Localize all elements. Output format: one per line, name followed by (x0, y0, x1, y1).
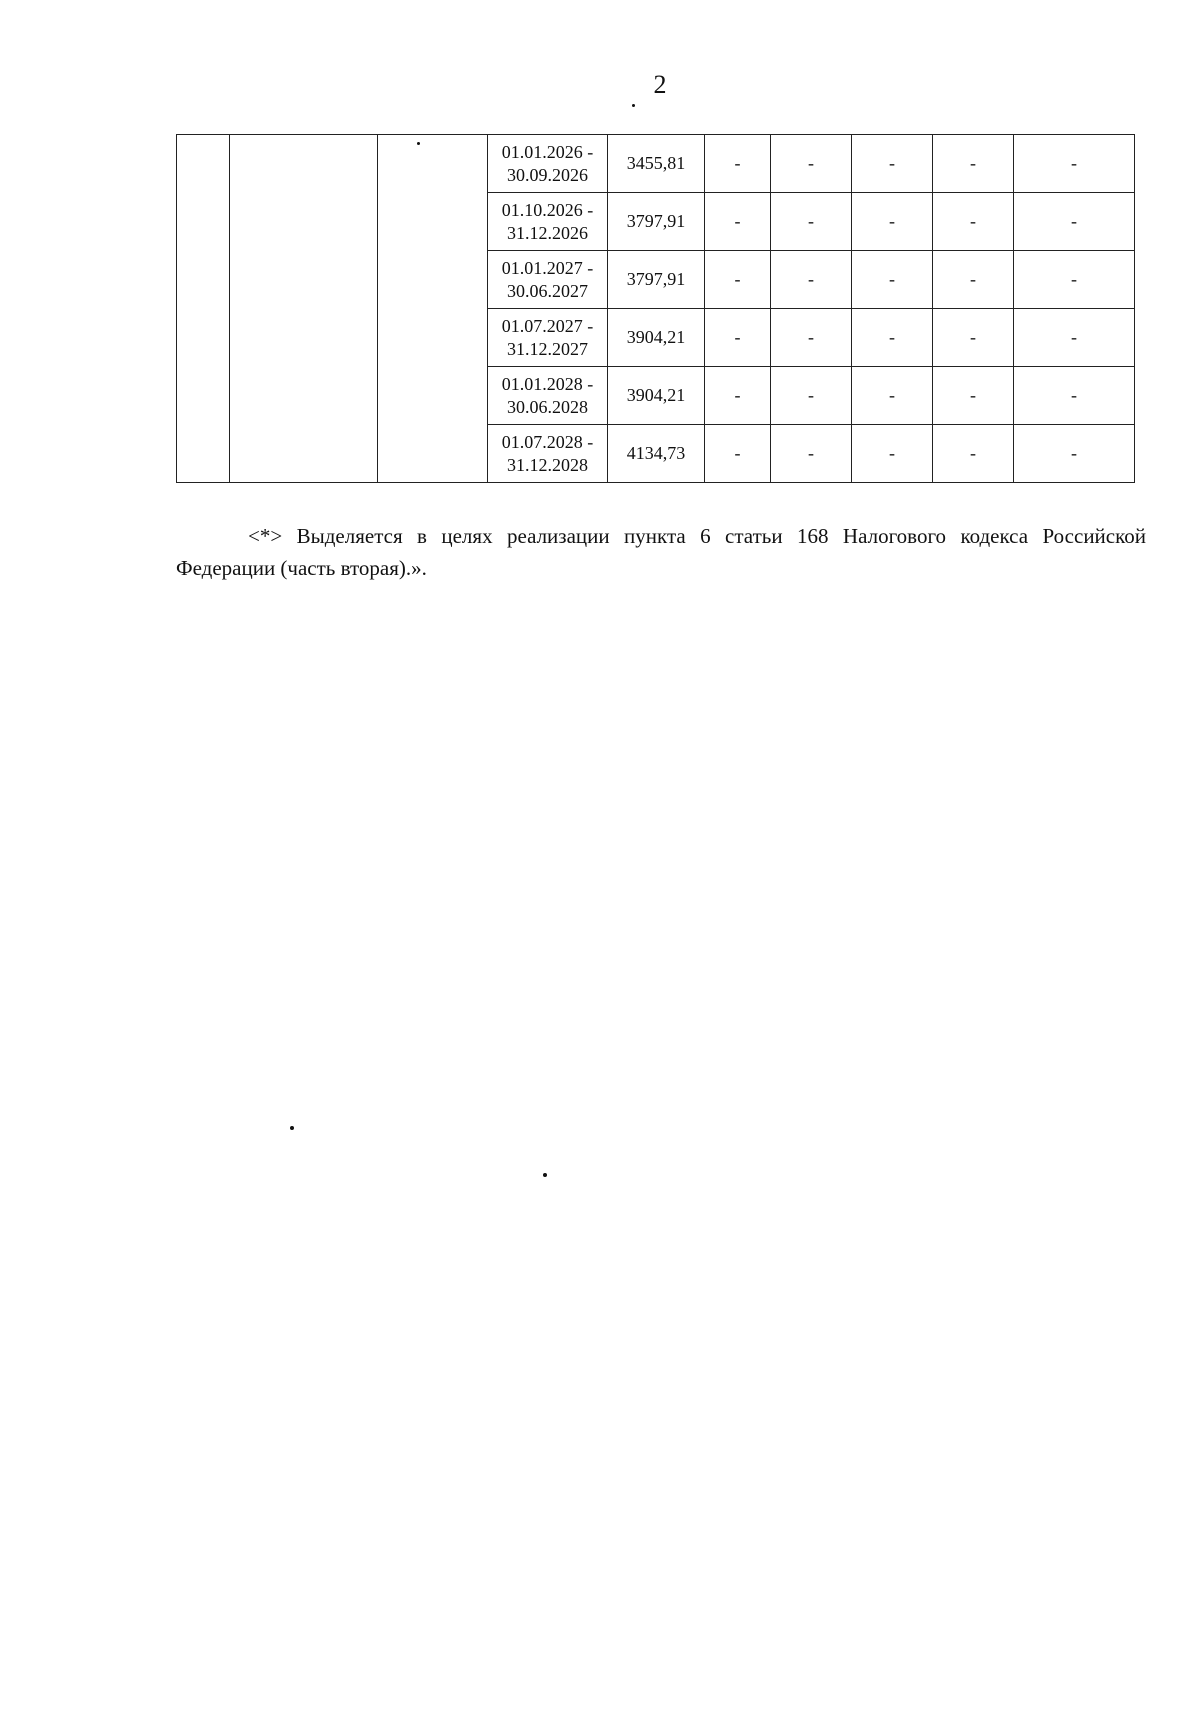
empty-cell-type (378, 135, 488, 483)
period-cell: 01.01.2026 - 30.09.2026 (488, 135, 608, 193)
dash-cell: - (933, 367, 1014, 425)
dash-cell: - (933, 309, 1014, 367)
dash-cell: - (852, 193, 933, 251)
dash-cell: - (705, 135, 771, 193)
period-cell: 01.01.2028 - 30.06.2028 (488, 367, 608, 425)
scan-speck (290, 1126, 294, 1130)
dash-cell: - (771, 135, 852, 193)
dash-cell: - (1014, 309, 1135, 367)
period-cell: 01.10.2026 - 31.12.2026 (488, 193, 608, 251)
dash-cell: - (771, 425, 852, 483)
dash-cell: - (1014, 193, 1135, 251)
dash-cell: - (1014, 135, 1135, 193)
period-cell: 01.01.2027 - 30.06.2027 (488, 251, 608, 309)
dash-cell: - (705, 425, 771, 483)
dash-cell: - (933, 425, 1014, 483)
scan-speck (632, 104, 635, 107)
table-row (177, 135, 1135, 193)
dash-cell: - (852, 367, 933, 425)
empty-cell-number (177, 135, 230, 483)
dash-cell: - (852, 135, 933, 193)
tariff-value-cell: 4134,73 (608, 425, 705, 483)
period-cell: 01.07.2027 - 31.12.2027 (488, 309, 608, 367)
dash-cell: - (705, 309, 771, 367)
page-number: 2 (653, 70, 667, 99)
tariff-table (176, 134, 1135, 483)
scan-speck (417, 142, 420, 145)
dash-cell: - (771, 193, 852, 251)
dash-cell: - (705, 367, 771, 425)
dash-cell: - (1014, 367, 1135, 425)
scan-speck (543, 1173, 547, 1177)
dash-cell: - (705, 193, 771, 251)
dash-cell: - (771, 367, 852, 425)
footnote: <*> Выделяется в целях реализации пункта 6 статьи 168 Налогового кодекса Российской Федерации (часть вторая).». (176, 524, 1146, 580)
dash-cell: - (771, 251, 852, 309)
dash-cell: - (852, 309, 933, 367)
empty-cell-organization (230, 135, 378, 483)
dash-cell: - (1014, 425, 1135, 483)
tariff-value-cell: 3455,81 (608, 135, 705, 193)
tariff-value-cell: 3904,21 (608, 367, 705, 425)
dash-cell: - (933, 135, 1014, 193)
dash-cell: - (1014, 251, 1135, 309)
dash-cell: - (852, 425, 933, 483)
dash-cell: - (933, 193, 1014, 251)
dash-cell: - (705, 251, 771, 309)
tariff-value-cell: 3797,91 (608, 251, 705, 309)
dash-cell: - (933, 251, 1014, 309)
period-cell: 01.07.2028 - 31.12.2028 (488, 425, 608, 483)
tariff-value-cell: 3797,91 (608, 193, 705, 251)
dash-cell: - (771, 309, 852, 367)
dash-cell: - (852, 251, 933, 309)
tariff-value-cell: 3904,21 (608, 309, 705, 367)
